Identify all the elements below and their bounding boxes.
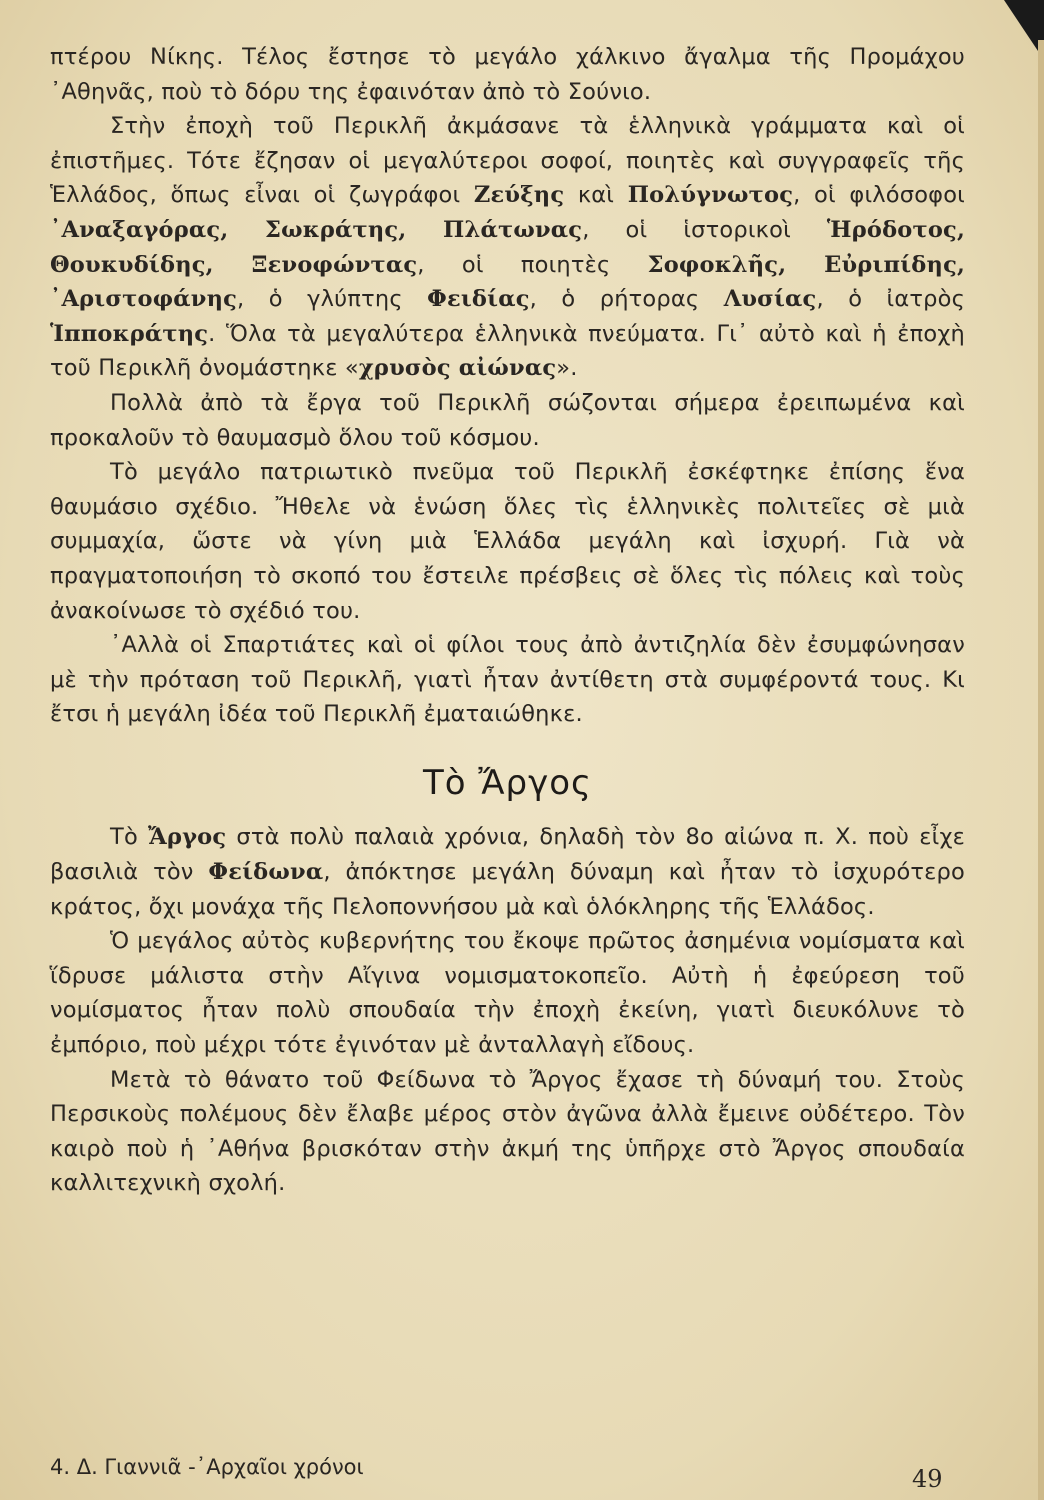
page-edge xyxy=(1038,40,1044,1500)
text-run: , ὁ ἰατρὸς xyxy=(816,286,965,313)
page-text xyxy=(50,40,965,1201)
paragraph xyxy=(50,924,965,1062)
paragraph xyxy=(50,109,965,386)
text-run: , ὁ ρήτορας xyxy=(529,286,724,313)
text-run: , οἱ ἱστορικοὶ xyxy=(582,216,827,243)
paragraph xyxy=(50,820,965,924)
text-run: Ὁ μεγάλος αὐτὸς κυβερνήτης του ἔκοψε πρῶτος ἀσημένια νομίσματα καὶ ἵδρυσε μάλιστα στὴν Αἴγινα νομισματοκοπεῖο. Αὐτὴ ἡ ἐφεύρεση τοῦ νομίσματος ἦταν πολὺ σπουδαία τὴν ἐποχὴ ἐκείνη, γιατὶ διευκόλυνε τὸ ἐμπόριο, ποὺ μέχρι τότε ἐγινόταν μὲ ἀνταλλαγὴ εἴδους. xyxy=(50,928,965,1059)
section-heading: Τὸ Ἄργος xyxy=(423,762,592,803)
footnote: 4. Δ. Γιαννιᾶ -᾿Αρχαῖοι χρόνοι xyxy=(50,1455,364,1479)
bold-term: χρυσὸς αἰώνας xyxy=(358,355,557,382)
text-run: Μετὰ τὸ θάνατο τοῦ Φείδωνα τὸ Ἄργος ἔχασε τὴ δύναμή του. Στοὺς Περσικοὺς πολέμους δὲν ἔλαβε μέρος στὸν ἀγῶνα ἀλλὰ ἔμεινε οὐδέτερο. Τὸν καιρὸ ποὺ ἡ ᾿Αθήνα βρισκόταν στὴν ἀκμή της ὑπῆρχε στὸ Ἄργος σπουδαία καλλιτεχνικὴ σχολή. xyxy=(50,1066,965,1197)
bold-term: Λυσίας xyxy=(723,286,817,313)
paragraph xyxy=(50,1063,965,1201)
paragraph xyxy=(50,628,965,732)
bold-term: Ἄργος xyxy=(148,824,227,851)
text-run: , οἱ φιλόσοφοι xyxy=(793,182,965,209)
bold-term: Φειδίας xyxy=(427,286,530,313)
text-run: . Ὅλα τὰ μεγαλύτερα ἑλληνικὰ πνεύματα. Γι᾿ αὐτὸ καὶ ἡ ἐποχὴ τοῦ Περικλῆ ὀνομάστηκε « xyxy=(50,320,965,382)
section-argos xyxy=(50,820,965,1201)
paragraph xyxy=(50,455,965,628)
text-run: , ὁ γλύπτης xyxy=(237,286,428,313)
text-run: πτέρου Νίκης. Τέλος ἔστησε τὸ μεγάλο χάλκινο ἄγαλμα τῆς Προμάχου ᾿Αθηνᾶς, ποὺ τὸ δόρυ της ἐφαινόταν ἀπὸ τὸ Σούνιο. xyxy=(50,44,965,105)
bold-term: Ἡρόδοτος, Θουκυδίδης, Ξενοφώντας xyxy=(50,216,965,278)
text-run: ». xyxy=(556,355,578,382)
text-run: , οἱ ποιητὲς xyxy=(417,251,648,278)
text-run: Στὴν ἐποχὴ τοῦ Περικλῆ ἀκμάσανε τὰ ἑλληνικὰ γράμματα καὶ οἱ ἐπιστῆμες. Τότε ἔζησαν οἱ μεγαλύτεροι σοφοί, ποιητὲς καὶ συγγραφεῖς τῆς Ἑλλάδος, ὅπως εἶναι οἱ ζωγράφοι xyxy=(50,113,965,209)
text-run: καὶ xyxy=(564,182,628,209)
text-run: Τὸ xyxy=(110,824,149,851)
bold-term: Φείδωνα xyxy=(208,859,324,886)
text-run: στὰ πολὺ παλαιὰ χρόνια, δηλαδὴ τὸν 8ο αἰώνα π. Χ. ποὺ εἶχε βασιλιὰ τὸν xyxy=(50,824,966,886)
paragraph xyxy=(50,386,965,455)
bold-term: ᾿Αναξαγόρας, Σωκράτης, Πλάτωνας xyxy=(50,216,583,243)
bold-term: Ἱπποκράτης xyxy=(50,320,209,347)
text-run: , ἀπόκτησε μεγάλη δύναμη καὶ ἦταν τὸ ἰσχυρότερο κράτος, ὄχι μονάχα τῆς Πελοποννήσου μὰ καὶ ὁλόκληρης τῆς Ἑλλάδος. xyxy=(50,859,965,920)
paragraph xyxy=(50,40,965,109)
text-run: ᾿Αλλὰ οἱ Σπαρτιάτες καὶ οἱ φίλοι τους ἀπὸ ἀντιζηλία δὲν ἐσυμφώνησαν μὲ τὴν πρόταση τοῦ Περικλῆ, γιατὶ ἦταν ἀντίθετη στὰ συμφέροντά τους. Κι ἔτσι ἡ μεγάλη ἰδέα τοῦ Περικλῆ ἐματαιώθηκε. xyxy=(50,632,965,728)
text-run: Τὸ μεγάλο πατριωτικὸ πνεῦμα τοῦ Περικλῆ ἐσκέφτηκε ἐπίσης ἕνα θαυμάσιο σχέδιο. Ἤθελε νὰ ἑνώση ὅλες τὶς ἑλληνικὲς πολιτεῖες σὲ μιὰ συμμαχία, ὥστε νὰ γίνη μιὰ Ἑλλάδα μεγάλη καὶ ἰσχυρή. Γιὰ νὰ πραγματοποιήση τὸ σκοπό του ἔστειλε πρέσβεις σὲ ὅλες τὶς πόλεις καὶ τοὺς ἀνακοίνωσε τὸ σχέδιό του. xyxy=(50,459,965,624)
bold-term: Πολύγνωτος xyxy=(627,182,794,209)
text-run: Πολλὰ ἀπὸ τὰ ἔργα τοῦ Περικλῆ σώζονται σήμερα ἐρειπωμένα καὶ προκαλοῦν τὸ θαυμασμὸ ὅλου τοῦ κόσμου. xyxy=(50,389,965,451)
bold-term: Σοφοκλῆς, Εὐριπίδης, ᾿Αριστοφάνης xyxy=(50,251,966,313)
bold-term: Ζεύξης xyxy=(473,182,565,209)
section-pericles xyxy=(50,40,965,732)
page-number: 49 xyxy=(912,1465,943,1493)
